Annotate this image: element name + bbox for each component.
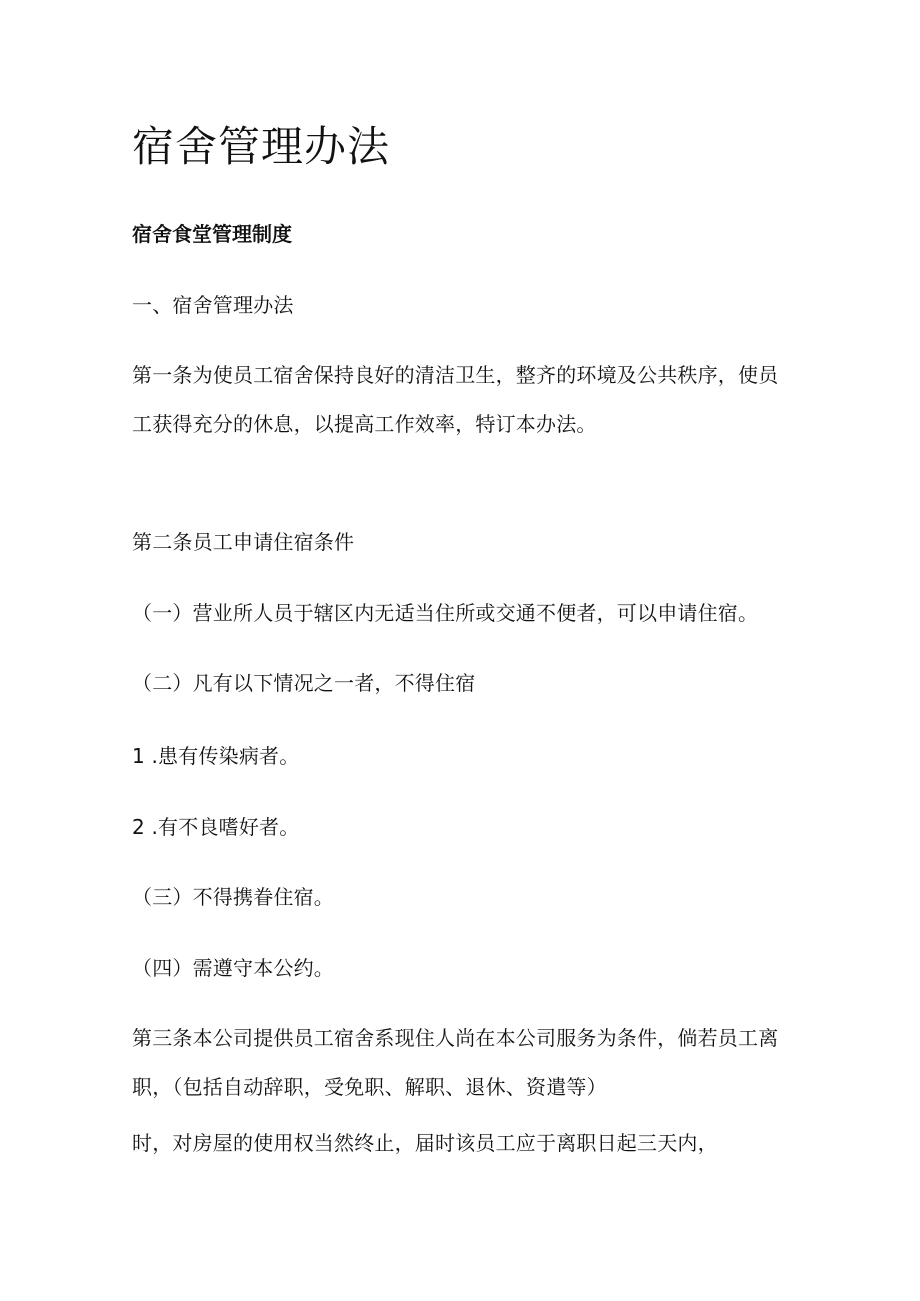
document-subtitle: 宿舍食堂管理制度 <box>132 222 292 246</box>
document-title: 宿舍管理办法 <box>132 122 391 171</box>
article-2-subitem-1: 1 .患有传染病者。 <box>132 744 300 768</box>
article-2-heading: 第二条员工申请住宿条件 <box>132 530 355 554</box>
article-2-subitem-2: 2 .有不良嗜好者。 <box>132 815 300 839</box>
article-1-line-2: 工获得充分的休息，以提高工作效率，特订本办法。 <box>132 412 597 436</box>
article-2-item-1: （一）营业所人员于辖区内无适当住所或交通不便者，可以申请住宿。 <box>132 601 759 625</box>
article-2-item-3: （三）不得携眷住宿。 <box>132 885 334 909</box>
section-heading: 一、宿舍管理办法 <box>132 293 294 317</box>
article-1-line-1: 第一条为使员工宿舍保持良好的清洁卫生，整齐的环境及公共秩序，使员 <box>132 363 779 387</box>
article-3-line-1: 第三条本公司提供员工宿舍系现住人尚在本公司服务为条件，倘若员工离 <box>132 1026 779 1050</box>
article-2-item-2: （二）凡有以下情况之一者，不得住宿 <box>132 671 476 695</box>
article-3-line-3: 时，对房屋的使用权当然终止，届时该员工应于离职日起三天内， <box>132 1131 718 1155</box>
article-3-line-2: 职，（包括自动辞职，受免职、解职、退休、资遣等） <box>132 1075 607 1099</box>
article-2-item-4: （四）需遵守本公约。 <box>132 956 334 980</box>
